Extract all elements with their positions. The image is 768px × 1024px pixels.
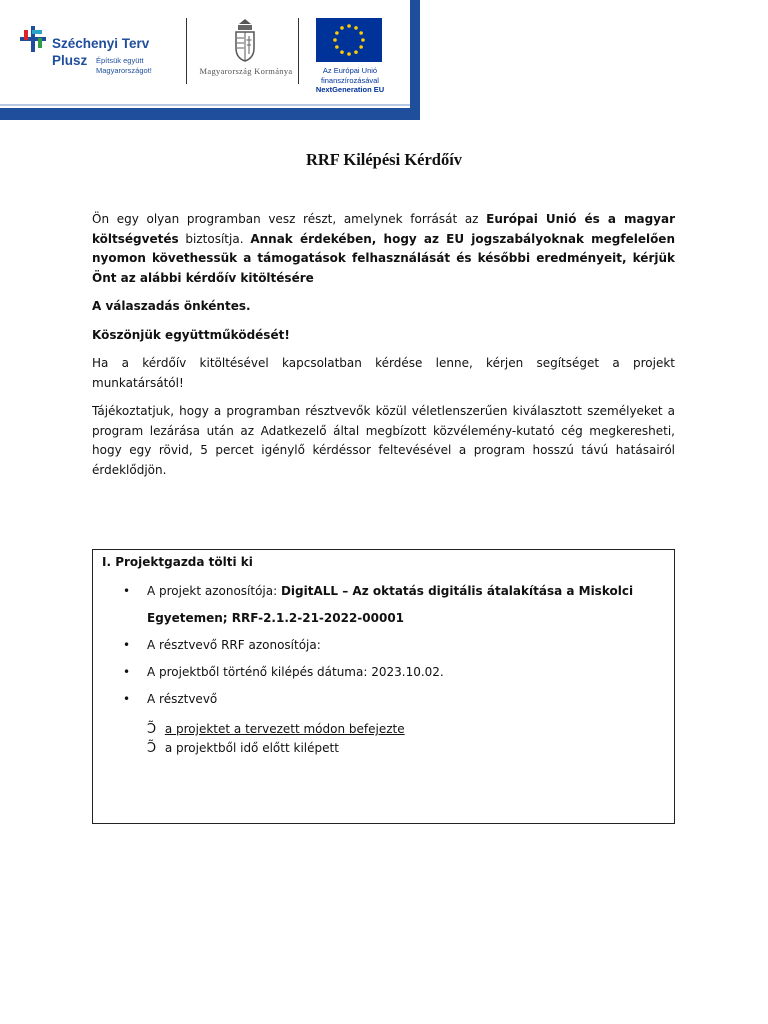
project-id-value: DigitALL – Az oktatás digitális átalakítása a Miskolci Egyetemen; RRF-2.1.2-21-2022-00001 bbox=[147, 584, 634, 625]
option-early-exit[interactable] bbox=[147, 739, 339, 758]
bullet-icon: • bbox=[123, 665, 131, 679]
eu-star bbox=[333, 38, 337, 42]
eu-line-1: Az Európai Unió bbox=[322, 66, 378, 75]
project-owner-section bbox=[92, 549, 675, 824]
option-completed-label: a projektet a tervezett módon befejezte bbox=[164, 722, 405, 736]
bullet-icon: • bbox=[123, 638, 131, 652]
option-completed[interactable] bbox=[147, 720, 405, 739]
eu-star bbox=[335, 31, 339, 35]
eu-line-2: finanszírozásával bbox=[321, 75, 379, 85]
government-name: Magyarország Kormánya bbox=[199, 66, 293, 76]
banner-right-rule bbox=[410, 0, 420, 120]
eu-star bbox=[359, 31, 363, 35]
exit-date-label: A projektből történő kilépés dátuma: 2023.10.02. bbox=[147, 665, 444, 679]
list-item-participant bbox=[93, 686, 674, 713]
intro-text bbox=[92, 210, 675, 489]
szechenyi-tagline: Építsük együtt Magyarországot! bbox=[96, 56, 152, 75]
option-early-exit-label: a projektből idő előtt kilépett bbox=[164, 741, 339, 755]
logo-separator-2 bbox=[298, 18, 299, 84]
list-item-participant-id bbox=[93, 632, 674, 659]
intro-paragraph-1 bbox=[92, 210, 675, 288]
banner-thin-rule bbox=[0, 104, 410, 106]
section-list bbox=[93, 578, 674, 713]
intro-p1-c: biztosítja. bbox=[178, 231, 251, 246]
szechenyi-name: Széchenyi Terv bbox=[52, 36, 150, 51]
eu-star bbox=[361, 38, 365, 42]
intro-p1-d: Annak érdekében, hogy az EU jogszabályoknak megfelelően nyomon követhessük a támogatások felhasználását és későbbi eredményeit, kérjük Önt az alábbi kérdőív kitöltésére bbox=[92, 231, 675, 285]
eu-line-3: NextGeneration EU bbox=[315, 85, 385, 94]
logo-separator bbox=[186, 18, 187, 84]
szechenyi-plus-text: Plusz bbox=[52, 53, 88, 68]
voluntary-note: A válaszadás önkéntes. bbox=[92, 299, 251, 313]
eu-star bbox=[335, 45, 339, 49]
banner-bottom-rule bbox=[0, 108, 420, 120]
project-id-label: A projekt azonosítója: bbox=[147, 584, 281, 598]
eu-star bbox=[340, 50, 344, 54]
szechenyi-plus-icon bbox=[18, 24, 48, 54]
eu-star bbox=[354, 50, 358, 54]
page-title: RRF Kilépési Kérdőív bbox=[305, 150, 463, 169]
eu-star bbox=[359, 45, 363, 49]
participant-id-label: A résztvevő RRF azonosítója: bbox=[147, 638, 321, 652]
eu-star bbox=[347, 24, 351, 28]
eu-flag-icon bbox=[316, 18, 382, 62]
eu-star bbox=[354, 26, 358, 30]
coat-of-arms-icon bbox=[232, 18, 258, 62]
eu-funding-text bbox=[302, 66, 398, 95]
eu-star bbox=[340, 26, 344, 30]
checkbox-icon[interactable]: Ɔ̃ bbox=[147, 722, 157, 737]
list-item-project-id bbox=[93, 578, 674, 632]
header-banner bbox=[0, 0, 420, 120]
bullet-icon: • bbox=[123, 584, 131, 598]
checkbox-icon[interactable]: Ɔ̃ bbox=[147, 741, 157, 756]
thanks-note: Köszönjük együttműködését! bbox=[92, 327, 290, 342]
list-item-exit-date bbox=[93, 659, 674, 686]
intro-p1-a: Ön egy olyan programban vesz részt, amelynek forrását az bbox=[92, 212, 487, 226]
eu-star bbox=[347, 52, 351, 56]
info-paragraph: Tájékoztatjuk, hogy a programban résztvevők közül véletlenszerűen kiválasztott személyeket a program lezárása után az Adatkezelő által megbízott közvélemény-kutató cég megkeresheti, hogy egy rövid, 5 percet igénylő kérdéssor feltevésével a program hosszú távú hatásairól érdeklődjön. bbox=[92, 404, 675, 477]
intro-p1-b: Európai Unió és a magyar költségvetés bbox=[92, 212, 675, 246]
bullet-icon: • bbox=[123, 692, 131, 706]
section-title: I. Projektgazda tölti ki bbox=[102, 555, 253, 569]
participant-label: A résztvevő bbox=[147, 692, 218, 706]
help-paragraph: Ha a kérdőív kitöltésével kapcsolatban kérdése lenne, kérjen segítséget a projekt munkatársától! bbox=[92, 356, 675, 390]
